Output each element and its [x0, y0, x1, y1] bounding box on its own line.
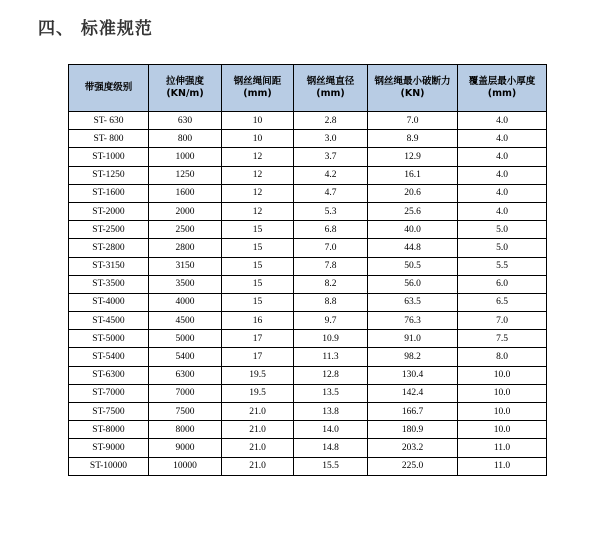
- header-strength-grade: [69, 65, 149, 112]
- table-row: [69, 403, 547, 421]
- cell-tensile-strength: 9000: [149, 439, 222, 457]
- cell-cord-diameter: 3.0: [294, 130, 368, 148]
- table-row: [69, 457, 547, 475]
- table-row: [69, 130, 547, 148]
- cell-cord-diameter: 13.5: [294, 384, 368, 402]
- header-label: 钢丝绳最小破断力: [374, 76, 451, 87]
- cell-cover-thickness: 4.0: [458, 184, 547, 202]
- table-body: [69, 112, 547, 476]
- header-cord-diameter: [294, 65, 368, 112]
- cell-cord-diameter: 4.2: [294, 166, 368, 184]
- cell-cover-thickness: 10.0: [458, 403, 547, 421]
- cell-grade: ST-3500: [69, 275, 149, 293]
- cell-breaking-force: 12.9: [368, 148, 458, 166]
- cell-cord-pitch: 17: [222, 348, 294, 366]
- cell-cover-thickness: 4.0: [458, 130, 547, 148]
- cell-breaking-force: 40.0: [368, 221, 458, 239]
- cell-cord-pitch: 15: [222, 293, 294, 311]
- cell-grade: ST-1250: [69, 166, 149, 184]
- cell-cover-thickness: 6.5: [458, 293, 547, 311]
- cell-breaking-force: 20.6: [368, 184, 458, 202]
- header-unit: (KN): [400, 88, 425, 99]
- cell-grade: ST-2500: [69, 221, 149, 239]
- cell-grade: ST-10000: [69, 457, 149, 475]
- cell-breaking-force: 8.9: [368, 130, 458, 148]
- cell-cord-diameter: 14.8: [294, 439, 368, 457]
- cell-breaking-force: 98.2: [368, 348, 458, 366]
- cell-grade: ST-7000: [69, 384, 149, 402]
- cell-breaking-force: 63.5: [368, 293, 458, 311]
- header-cover-thickness: [458, 65, 547, 112]
- cell-breaking-force: 7.0: [368, 112, 458, 130]
- cell-cord-pitch: 19.5: [222, 384, 294, 402]
- header-unit: (mm): [487, 88, 517, 99]
- cell-cord-pitch: 21.0: [222, 457, 294, 475]
- table-row: [69, 275, 547, 293]
- header-unit: (mm): [316, 88, 345, 99]
- cell-cover-thickness: 4.0: [458, 148, 547, 166]
- table-row: [69, 184, 547, 202]
- cell-breaking-force: 50.5: [368, 257, 458, 275]
- cell-cord-diameter: 8.2: [294, 275, 368, 293]
- cell-breaking-force: 76.3: [368, 312, 458, 330]
- cell-cover-thickness: 7.5: [458, 330, 547, 348]
- cell-tensile-strength: 2000: [149, 202, 222, 220]
- cell-cord-diameter: 15.5: [294, 457, 368, 475]
- header-unit: (mm): [243, 88, 272, 99]
- cell-tensile-strength: 3500: [149, 275, 222, 293]
- cell-cord-pitch: 19.5: [222, 366, 294, 384]
- cell-cord-diameter: 11.3: [294, 348, 368, 366]
- table-row: [69, 293, 547, 311]
- cell-grade: ST-1000: [69, 148, 149, 166]
- cell-cord-diameter: 7.0: [294, 239, 368, 257]
- cell-cord-diameter: 5.3: [294, 202, 368, 220]
- cell-tensile-strength: 630: [149, 112, 222, 130]
- cell-grade: ST-9000: [69, 439, 149, 457]
- cell-tensile-strength: 4000: [149, 293, 222, 311]
- spec-table: [68, 64, 547, 476]
- cell-grade: ST-4000: [69, 293, 149, 311]
- cell-grade: ST- 630: [69, 112, 149, 130]
- cell-tensile-strength: 1250: [149, 166, 222, 184]
- cell-breaking-force: 142.4: [368, 384, 458, 402]
- cell-cover-thickness: 4.0: [458, 166, 547, 184]
- cell-grade: ST-3150: [69, 257, 149, 275]
- cell-tensile-strength: 7000: [149, 384, 222, 402]
- cell-cord-diameter: 2.8: [294, 112, 368, 130]
- cell-cord-pitch: 15: [222, 221, 294, 239]
- table-row: [69, 366, 547, 384]
- cell-breaking-force: 180.9: [368, 421, 458, 439]
- table-row: [69, 257, 547, 275]
- table-row: [69, 148, 547, 166]
- cell-grade: ST-8000: [69, 421, 149, 439]
- cell-cover-thickness: 10.0: [458, 421, 547, 439]
- cell-cover-thickness: 6.0: [458, 275, 547, 293]
- cell-cord-pitch: 10: [222, 112, 294, 130]
- header-tensile-strength: [149, 65, 222, 112]
- cell-breaking-force: 56.0: [368, 275, 458, 293]
- cell-cord-pitch: 17: [222, 330, 294, 348]
- cell-cord-pitch: 21.0: [222, 403, 294, 421]
- header-unit: (KN/m): [166, 88, 204, 99]
- cell-tensile-strength: 5000: [149, 330, 222, 348]
- header-label: 拉伸强度: [165, 76, 204, 87]
- table-row: [69, 421, 547, 439]
- table-row: [69, 112, 547, 130]
- cell-cord-pitch: 12: [222, 148, 294, 166]
- table-row: [69, 330, 547, 348]
- cell-cover-thickness: 4.0: [458, 202, 547, 220]
- cell-grade: ST-1600: [69, 184, 149, 202]
- cell-cord-pitch: 12: [222, 202, 294, 220]
- cell-grade: ST-5400: [69, 348, 149, 366]
- cell-cover-thickness: 8.0: [458, 348, 547, 366]
- table-row: [69, 439, 547, 457]
- cell-cord-pitch: 15: [222, 239, 294, 257]
- header-label: 带强度级别: [84, 82, 133, 93]
- cell-cover-thickness: 5.0: [458, 239, 547, 257]
- cell-breaking-force: 225.0: [368, 457, 458, 475]
- cell-tensile-strength: 5400: [149, 348, 222, 366]
- cell-cover-thickness: 4.0: [458, 112, 547, 130]
- cell-grade: ST- 800: [69, 130, 149, 148]
- table-row: [69, 384, 547, 402]
- cell-tensile-strength: 10000: [149, 457, 222, 475]
- cell-grade: ST-7500: [69, 403, 149, 421]
- section-title: 四、 标准规范: [38, 19, 153, 39]
- cell-breaking-force: 203.2: [368, 439, 458, 457]
- cell-breaking-force: 166.7: [368, 403, 458, 421]
- header-label: 覆盖层最小厚度: [468, 76, 536, 87]
- cell-tensile-strength: 2500: [149, 221, 222, 239]
- cell-cover-thickness: 10.0: [458, 366, 547, 384]
- cell-tensile-strength: 1600: [149, 184, 222, 202]
- cell-grade: ST-5000: [69, 330, 149, 348]
- cell-tensile-strength: 7500: [149, 403, 222, 421]
- spec-table-container: [68, 64, 546, 474]
- cell-cord-diameter: 6.8: [294, 221, 368, 239]
- cell-tensile-strength: 6300: [149, 366, 222, 384]
- cell-cord-diameter: 7.8: [294, 257, 368, 275]
- table-header-row: [69, 65, 547, 112]
- table-row: [69, 312, 547, 330]
- cell-grade: ST-2000: [69, 202, 149, 220]
- cell-cord-pitch: 12: [222, 184, 294, 202]
- cell-cord-diameter: 14.0: [294, 421, 368, 439]
- cell-tensile-strength: 800: [149, 130, 222, 148]
- cell-cord-diameter: 8.8: [294, 293, 368, 311]
- table-row: [69, 239, 547, 257]
- cell-cover-thickness: 10.0: [458, 384, 547, 402]
- header-cord-pitch: [222, 65, 294, 112]
- table-row: [69, 166, 547, 184]
- cell-cord-diameter: 12.8: [294, 366, 368, 384]
- cell-tensile-strength: 2800: [149, 239, 222, 257]
- header-cord-breaking-force: [368, 65, 458, 112]
- cell-grade: ST-2800: [69, 239, 149, 257]
- cell-breaking-force: 44.8: [368, 239, 458, 257]
- cell-cord-diameter: 4.7: [294, 184, 368, 202]
- cell-breaking-force: 130.4: [368, 366, 458, 384]
- header-label: 钢丝绳间距: [233, 76, 282, 87]
- cell-cord-pitch: 15: [222, 275, 294, 293]
- cell-cord-diameter: 9.7: [294, 312, 368, 330]
- cell-breaking-force: 91.0: [368, 330, 458, 348]
- cell-cord-pitch: 12: [222, 166, 294, 184]
- cell-cord-diameter: 13.8: [294, 403, 368, 421]
- header-label: 钢丝绳直径: [306, 76, 355, 87]
- cell-cover-thickness: 11.0: [458, 439, 547, 457]
- cell-cover-thickness: 5.0: [458, 221, 547, 239]
- table-row: [69, 221, 547, 239]
- cell-cord-pitch: 10: [222, 130, 294, 148]
- cell-tensile-strength: 3150: [149, 257, 222, 275]
- cell-breaking-force: 16.1: [368, 166, 458, 184]
- cell-tensile-strength: 8000: [149, 421, 222, 439]
- cell-breaking-force: 25.6: [368, 202, 458, 220]
- table-row: [69, 348, 547, 366]
- cell-cord-pitch: 15: [222, 257, 294, 275]
- cell-cord-diameter: 3.7: [294, 148, 368, 166]
- cell-tensile-strength: 4500: [149, 312, 222, 330]
- table-row: [69, 202, 547, 220]
- cell-cord-pitch: 21.0: [222, 439, 294, 457]
- cell-cord-pitch: 21.0: [222, 421, 294, 439]
- cell-tensile-strength: 1000: [149, 148, 222, 166]
- cell-cover-thickness: 7.0: [458, 312, 547, 330]
- cell-grade: ST-4500: [69, 312, 149, 330]
- cell-cover-thickness: 11.0: [458, 457, 547, 475]
- cell-cover-thickness: 5.5: [458, 257, 547, 275]
- cell-cord-diameter: 10.9: [294, 330, 368, 348]
- cell-cord-pitch: 16: [222, 312, 294, 330]
- cell-grade: ST-6300: [69, 366, 149, 384]
